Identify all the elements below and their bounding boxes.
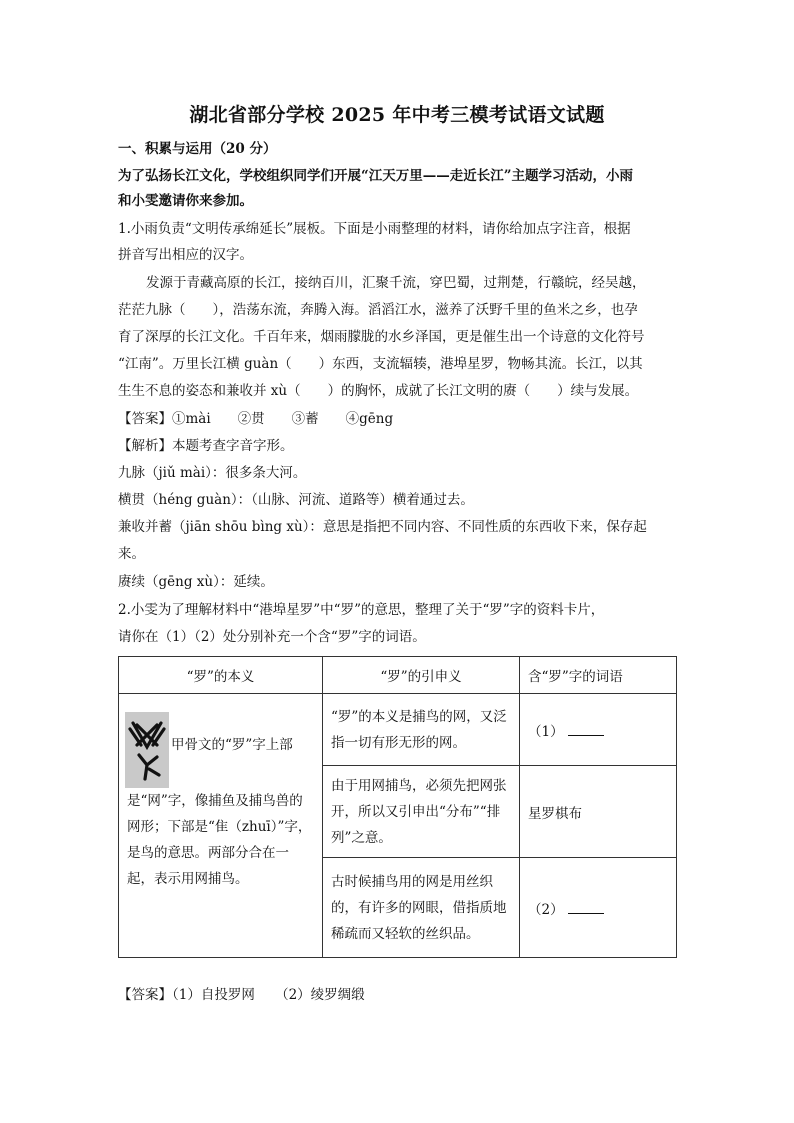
answer-2: 【答案】（1）自投罗网 （2）绫罗绸缎	[118, 987, 365, 1003]
question-2-line-2: 请你在（1）（2）处分别补充一个含“罗”字的词语。	[118, 629, 426, 645]
ciyu-1-label: （1）	[528, 723, 564, 740]
intro-line-1: 为了弘扬长江文化，学校组织同学们开展“江天万里——走近长江”主题学习活动，小雨	[118, 168, 634, 184]
page-title: 湖北省部分学校 2025 年中考三模考试语文试题	[189, 104, 605, 126]
benyi-cell	[119, 694, 323, 958]
question-1-line-1: 1.小雨负责“文明传承绵延长”展板。下面是小雨整理的材料，请你给加点字注音，根据	[118, 221, 631, 237]
yinshen-cell-2: 由于用网捕鸟，必须先把网张开，所以又引申出“分布”“排列”之意。	[323, 766, 520, 858]
question-2-line-1: 2.小雯为了理解材料中“港埠星罗”中“罗”的意思，整理了关于“罗”字的资料卡片，	[118, 602, 605, 618]
passage-line-2: 茫茫九脉（ ），浩荡东流，奔腾入海。滔滔江水，滋养了沃野千里的鱼米之乡，也孕	[118, 302, 638, 318]
question-1-line-2: 拼音写出相应的汉字。	[118, 247, 253, 263]
yinshen-cell-3: 古时候捕鸟用的网是用丝织的，有许多的网眼，借指质地稀疏而又轻软的丝织品。	[323, 858, 520, 958]
ciyu-cell-2: 星罗棋布	[520, 766, 677, 858]
oracle-bone-luo-icon	[125, 712, 169, 788]
analysis-line-1: 【解析】本题考查字音字形。	[118, 438, 294, 454]
intro-line-2: 和小雯邀请你来参加。	[118, 193, 253, 209]
passage-line-4: “江南”。万里长江横 guàn（ ）东西，支流辐辏，港埠星罗，物畅其流。长江，以其	[118, 356, 643, 372]
ciyu-cell-1	[520, 694, 677, 766]
header-benyi: “罗”的本义	[119, 657, 323, 694]
analysis-line-3: 横贯（héng guàn）：（山脉、河流、道路等）横着通过去。	[118, 492, 474, 508]
yinshen-cell-1: “罗”的本义是捕鸟的网，又泛指一切有形无形的网。	[323, 694, 520, 766]
passage-line-3: 育了深厚的长江文化。千百年来，烟雨朦胧的水乡泽国，更是催生出一个诗意的文化符号	[118, 329, 645, 345]
benyi-rest: 是“网”字，像捕鱼及捕鸟兽的网形；下部是“隹（zhuī）”字，是鸟的意思。两部分合在一起，表示用网捕鸟。	[127, 793, 312, 887]
answer-1: 【答案】①mài ②贯 ③蓄 ④gēng	[118, 411, 394, 427]
luo-info-table	[118, 656, 677, 958]
benyi-first-line: 甲骨文的“罗”字上部	[171, 737, 293, 753]
analysis-line-5: 来。	[118, 546, 145, 562]
analysis-line-2: 九脉（jiǔ mài）：很多条大河。	[118, 465, 307, 481]
answer-blank-2	[568, 901, 604, 914]
passage-line-5: 生生不息的姿态和兼收并 xù（ ）的胸怀，成就了长江文明的赓（ ）续与发展。	[118, 383, 639, 399]
analysis-line-4: 兼收并蓄（jiān shōu bìng xù）：意思是指把不同内容、不同性质的东西收下来，保存起	[118, 519, 647, 535]
table-row	[119, 694, 677, 766]
ciyu-2-label: （2）	[528, 901, 564, 918]
section-heading: 一、积累与运用（20 分）	[118, 141, 277, 157]
ciyu-cell-3	[520, 858, 677, 958]
header-ciyu: 含“罗”字的词语	[520, 657, 677, 694]
table-header-row	[119, 657, 677, 694]
header-yinshen: “罗”的引申义	[323, 657, 520, 694]
passage-line-1: 发源于青藏高原的长江，接纳百川，汇聚千流，穿巴蜀，过荆楚，行赣皖，经吴越，	[146, 275, 646, 291]
analysis-line-6: 赓续（gēng xù）：延续。	[118, 574, 274, 590]
answer-blank-1	[568, 723, 604, 736]
